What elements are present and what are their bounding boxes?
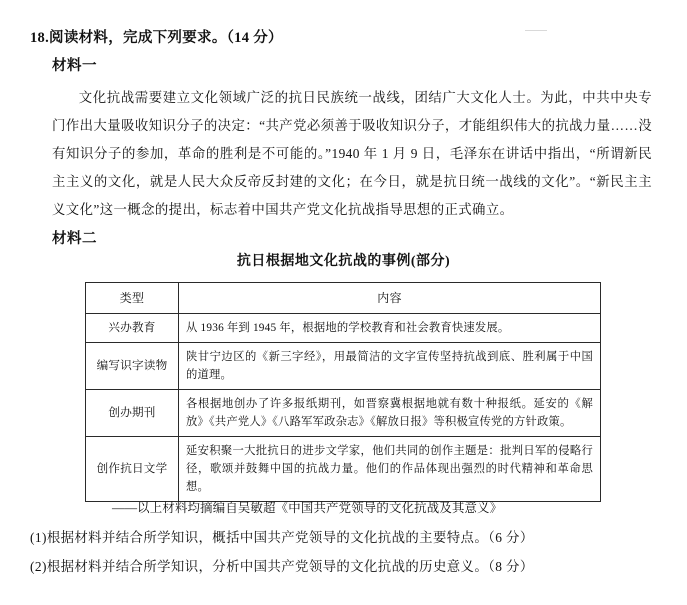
column-header-type: 类型 [86,283,179,314]
page-mark-line [525,30,547,31]
table-header [86,283,601,314]
row-content: 各根据地创办了许多报纸期刊，如晋察冀根据地就有数十种报纸。延安的《解放》《共产党人》《八路军军政杂志》《解放日报》等积极宣传党的方针政策。 [179,390,601,437]
row-type: 创作抗日文学 [86,437,179,502]
row-type: 编写识字读物 [86,343,179,390]
row-content: 延安积聚一大批抗日的进步文学家，他们共同的创作主题是：批判日军的侵略行径，歌颂并鼓舞中国的抗战力量。他们的作品体现出强烈的时代精神和革命思想。 [179,437,601,502]
examples-table [85,282,601,502]
row-type: 创办期刊 [86,390,179,437]
source-citation: ——以上材料均摘编自吴敏超《中国共产党领导的文化抗战及其意义》 [112,501,503,515]
material-one-text: 文化抗战需要建立文化领域广泛的抗日民族统一战线，团结广大文化人士。为此，中共中央专门作出大量吸收知识分子的决定：“共产党必须善于吸收知识分子，才能组织伟大的抗战力量……没有知识分子的参加，革命的胜利是不可能的。”1940 年 1 月 9 日，毛泽东在讲话中指出，“所谓新民主主义的文化，就是人民大众反帝反封建的文化；在今日，就是抗日统一战线的文化”。“新民主主义文化”这一概念的提出，标志着中国共产党文化抗战指导思想的正式确立。 [52,90,652,217]
sub-question-1: (1)根据材料并结合所学知识，概括中国共产党领导的文化抗战的主要特点。（6 分） [30,530,534,545]
material-two-label: 材料二 [52,231,97,247]
table-row [86,314,601,343]
material-one-label: 材料一 [52,58,97,74]
table-row [86,343,601,390]
table-header-row [86,283,601,314]
table-row [86,437,601,502]
table-title: 抗日根据地文化抗战的事例(部分) [236,254,451,269]
row-content: 陕甘宁边区的《新三字经》，用最简洁的文字宣传坚持抗战到底、胜利属于中国的道理。 [179,343,601,390]
table-row [86,390,601,437]
column-header-content: 内容 [179,283,601,314]
table-body [86,314,601,502]
question-heading: 18.阅读材料，完成下列要求。（14 分） [30,30,283,46]
sub-question-2: (2)根据材料并结合所学知识，分析中国共产党领导的文化抗战的历史意义。（8 分） [30,559,534,574]
row-content: 从 1936 年到 1945 年，根据地的学校教育和社会教育快速发展。 [179,314,601,343]
row-type: 兴办教育 [86,314,179,343]
